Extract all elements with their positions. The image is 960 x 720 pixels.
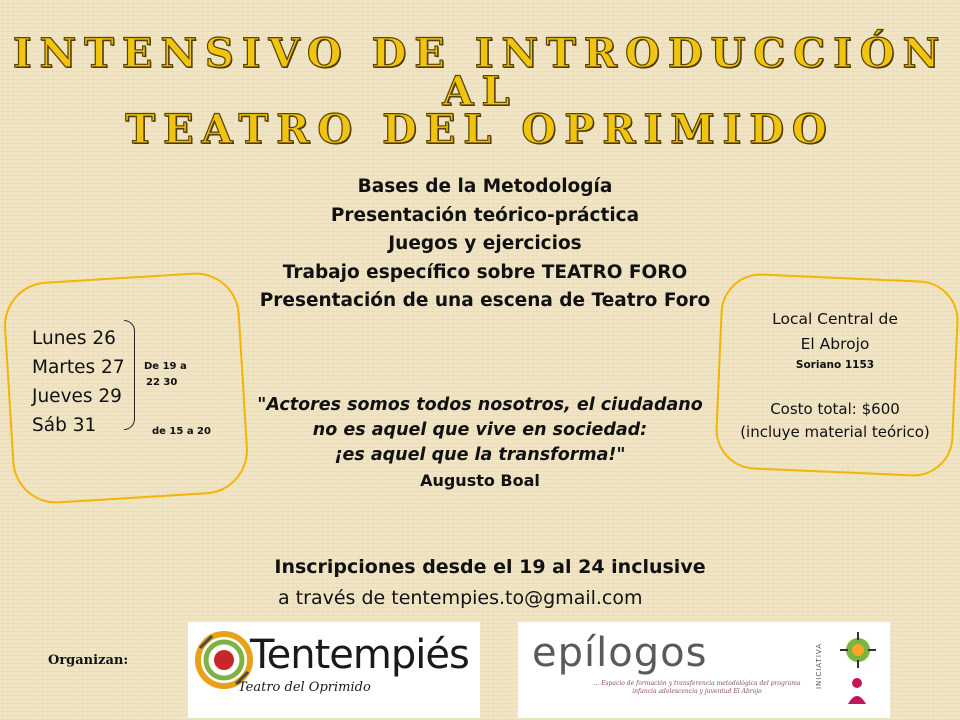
tentempies-wordmark: Tentempiés (250, 632, 469, 678)
day-thursday: Jueves 29 (32, 386, 122, 407)
weekday-time-start: De 19 a (144, 361, 187, 372)
saturday-time: de 15 a 20 (152, 426, 211, 437)
topic-item: Presentación teórico-práctica (330, 204, 640, 226)
quote-line-3: ¡es aquel que la transforma!" (334, 445, 626, 465)
weekday-time-end: 22 30 (146, 377, 178, 388)
venue-name-line1: Local Central de (772, 310, 898, 328)
day-tuesday: Martes 27 (32, 357, 125, 378)
el-abrojo-emblem-icon (838, 630, 878, 670)
epilogos-tagline: ... Espacio de formación y transferencia metodológica del programa infancia adolescencia y juventud El Abrojo (593, 680, 801, 695)
quote-line-1: "Actores somos todos nosotros, el ciudadano (257, 395, 703, 415)
quote-line-2: no es aquel que vive en sociedad: (312, 420, 648, 440)
topic-item: Juegos y ejercicios (388, 233, 582, 254)
quote-author: Augusto Boal (420, 471, 540, 490)
tentempies-subtitle: Teatro del Oprimido (238, 680, 371, 695)
topics-list (220, 173, 750, 316)
epilogos-side-label: INICIATIVA (815, 642, 824, 690)
title-line-1: INTENSIVO DE INTRODUCCIÓN (12, 30, 948, 77)
epilogos-logo (518, 622, 890, 718)
registration-dates: Inscripciones desde el 19 al 24 inclusive (274, 556, 706, 578)
topic-item: Bases de la Metodología (357, 176, 613, 197)
venue-frame (714, 272, 960, 478)
day-monday: Lunes 26 (32, 328, 116, 349)
program-figure-icon (842, 676, 872, 706)
epilogos-wordmark: epílogos (532, 630, 708, 676)
topic-item: Trabajo específico sobre TEATRO FORO (282, 261, 688, 283)
organizers-label: Organizan: (48, 653, 129, 668)
venue-address: Soriano 1153 (795, 359, 875, 371)
epilogos-side-badge (815, 630, 882, 710)
schedule-bracket (124, 320, 135, 430)
venue-cost-note: (incluye material teórico) (740, 423, 930, 441)
venue-cost: Costo total: $600 (770, 400, 900, 418)
tentempies-logo (188, 622, 480, 718)
day-saturday: Sáb 31 (32, 415, 97, 436)
registration-email: a través de tentempies.to@gmail.com (278, 587, 643, 609)
title-line-2: AL (442, 68, 518, 115)
title-line-3: TEATRO DEL OPRIMIDO (125, 106, 835, 153)
topic-item: Presentación de una escena de Teatro Foro (259, 290, 711, 311)
venue-name-line2: El Abrojo (800, 335, 870, 353)
